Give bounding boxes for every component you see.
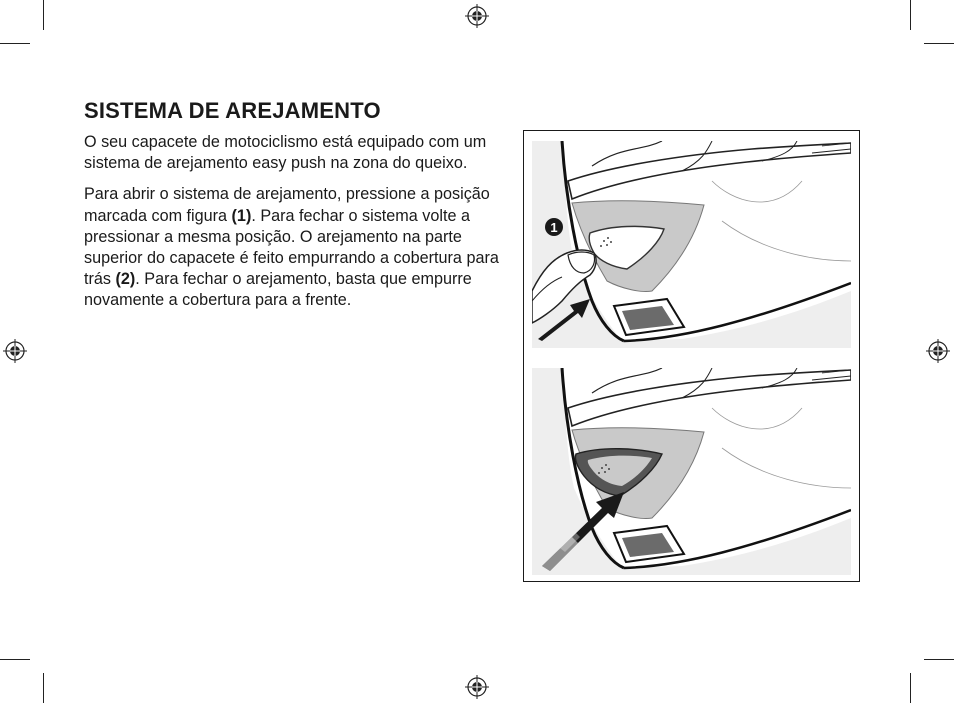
crop-mark-top-left-v	[43, 0, 44, 30]
figure-panel-chin-vent	[532, 141, 851, 348]
marker-1-label: 1	[550, 220, 558, 235]
registration-mark-top-icon	[465, 4, 489, 28]
instructions-text-1: Para abrir o sistema de arejamento, pressione a posição marcada com figura	[84, 185, 490, 225]
registration-mark-left-icon	[3, 339, 27, 363]
registration-mark-right-icon	[926, 339, 950, 363]
section-title: SISTEMA DE AREJAMENTO	[84, 98, 381, 123]
document-body	[84, 98, 504, 322]
crop-mark-top-right-h	[924, 43, 954, 44]
instructions-text-3: . Para fechar o arejamento, basta que empurre novamente a cobertura para a frente.	[84, 270, 472, 310]
crop-mark-bottom-left-h	[0, 659, 30, 660]
figure-panel-chin-vent-open	[532, 368, 851, 575]
figure-reference-2: (2)	[115, 270, 136, 289]
helmet-chin-vent-open-illustration	[532, 368, 851, 575]
crop-mark-bottom-right-h	[924, 659, 954, 660]
instructions-paragraph	[84, 184, 504, 311]
crop-mark-top-left-h	[0, 43, 30, 44]
figure-reference-1: (1)	[231, 206, 252, 225]
instructions-text-2: . Para fechar o sistema volte a pressionar a mesma posição. O arejamento na parte superior do capacete é feito empurrando a cobertura para trás	[84, 206, 499, 289]
crop-mark-top-right-v	[910, 0, 911, 30]
intro-paragraph: O seu capacete de motociclismo está equipado com um sistema de arejamento easy push na zona do queixo.	[84, 133, 487, 173]
ventilation-figure	[523, 130, 860, 582]
crop-mark-bottom-right-v	[910, 673, 911, 703]
crop-mark-bottom-left-v	[43, 673, 44, 703]
registration-mark-bottom-icon	[465, 675, 489, 699]
helmet-chin-vent-illustration	[532, 141, 851, 348]
